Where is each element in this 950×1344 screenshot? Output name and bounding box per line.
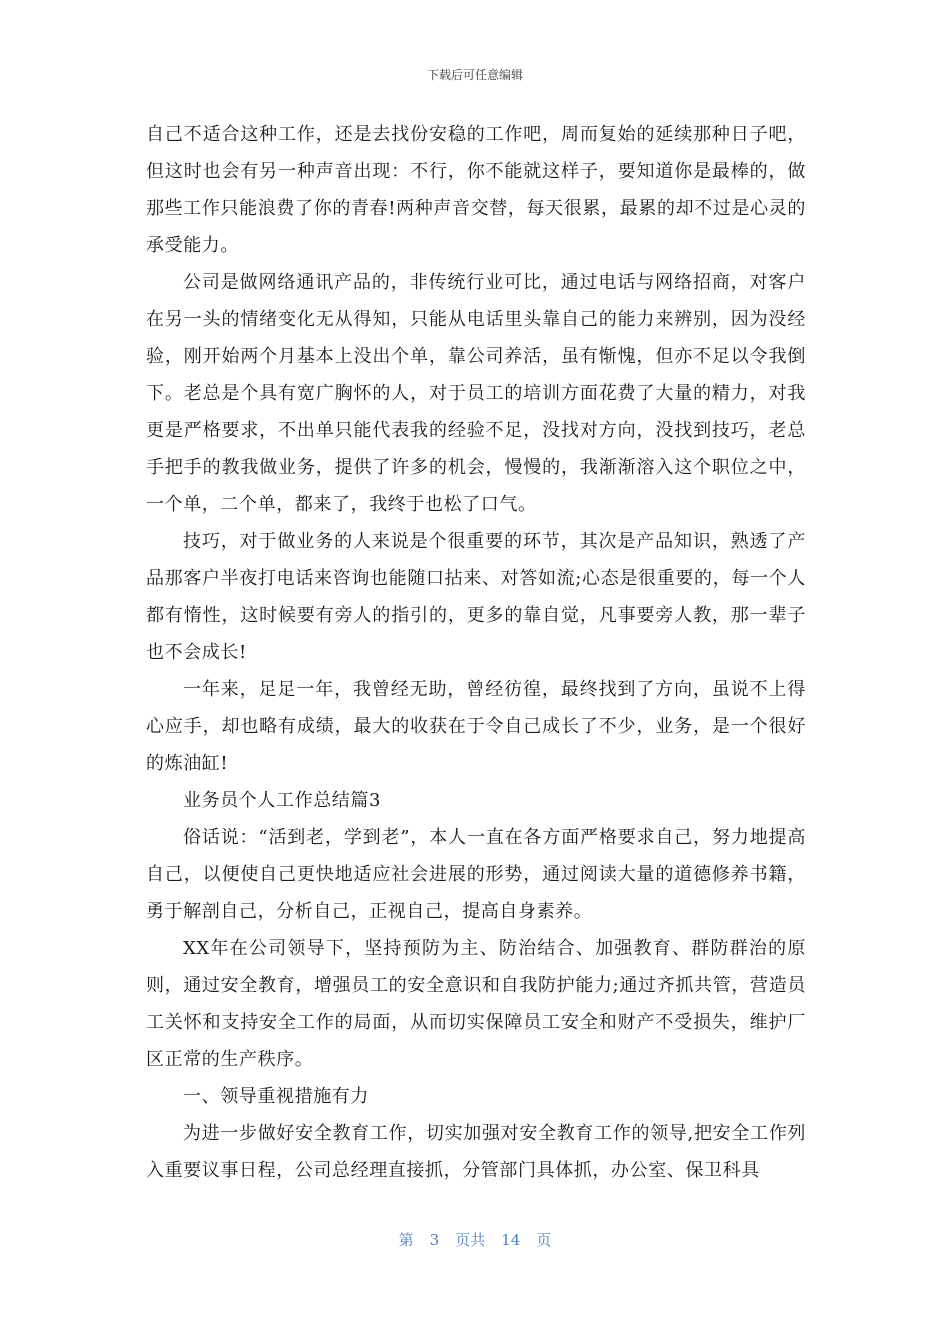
paragraph: 技巧，对于做业务的人来说是个很重要的环节，其次是产品知识，熟透了产品那客户半夜打电话来咨询也能随口拈来、对答如流;心态是很重要的，每一个人都有惰性，这时候要有旁人的指引的，更多的靠自觉，凡事要旁人教，那一辈子也不会成长! — [146, 531, 806, 663]
section-heading: 业务员个人工作总结篇3 — [183, 790, 382, 811]
subsection-heading: 一、领导重视措施有力 — [183, 1086, 369, 1107]
page-label: 第 — [398, 1231, 414, 1249]
paragraph: 公司是做网络通讯产品的，非传统行业可比，通过电话与网络招商，对客户在另一头的情绪变化无从得知，只能从电话里头靠自己的能力来辨别，因为没经验，刚开始两个月基本上没出个单，靠公司养活，虽有惭愧，但亦不足以令我倒下。老总是个具有宽广胸怀的人，对于员工的培训方面花费了大量的精力，对我更是严格要求，不出单只能代表我的经验不足，没找对方向，没找到技巧，老总手把手的教我做业务，提供了许多的机会，慢慢的，我渐渐溶入这个职位之中，一个单，二个单，都来了，我终于也松了口气。 — [146, 272, 806, 515]
end-label: 页 — [536, 1231, 552, 1249]
page-footer — [0, 1229, 950, 1250]
page-header: 下载后可任意编辑 — [426, 68, 523, 82]
page-number: 3 — [429, 1231, 440, 1249]
paragraph: 俗话说：“活到老，学到老”，本人一直在各方面严格要求自己，努力地提高自己，以便使自己更快地适应社会进展的形势，通过阅读大量的道德修养书籍，勇于解剖自己，分析自己，正视自己，提高自身素养。 — [146, 827, 806, 922]
paragraph: 为进一步做好安全教育工作，切实加强对安全教育工作的领导,把安全工作列入重要议事日程，公司总经理直接抓，分管部门具体抓，办公室、保卫科具 — [146, 1123, 806, 1181]
paragraph: XX年在公司领导下，坚持预防为主、防治结合、加强教育、群防群治的原则，通过安全教育，增强员工的安全意识和自我防护能力;通过齐抓共管，营造员工关怀和支持安全工作的局面，从而切实保障员工安全和财产不受损失，维护厂区正常的生产秩序。 — [146, 938, 806, 1070]
document-body — [146, 116, 806, 1189]
paragraph: 自己不适合这种工作，还是去找份安稳的工作吧，周而复始的延续那种日子吧，但这时也会有另一种声音出现：不行，你不能就这样子，要知道你是最棒的，做那些工作只能浪费了你的青春!两种声音交替，每天很累，最累的却不过是心灵的承受能力。 — [146, 124, 806, 256]
total-label: 页共 — [455, 1231, 486, 1249]
total-pages: 14 — [501, 1231, 521, 1249]
paragraph: 一年来，足足一年，我曾经无助，曾经彷徨，最终找到了方向，虽说不上得心应手，却也略有成绩，最大的收获在于令自己成长了不少，业务，是一个很好的炼油缸! — [146, 679, 806, 774]
